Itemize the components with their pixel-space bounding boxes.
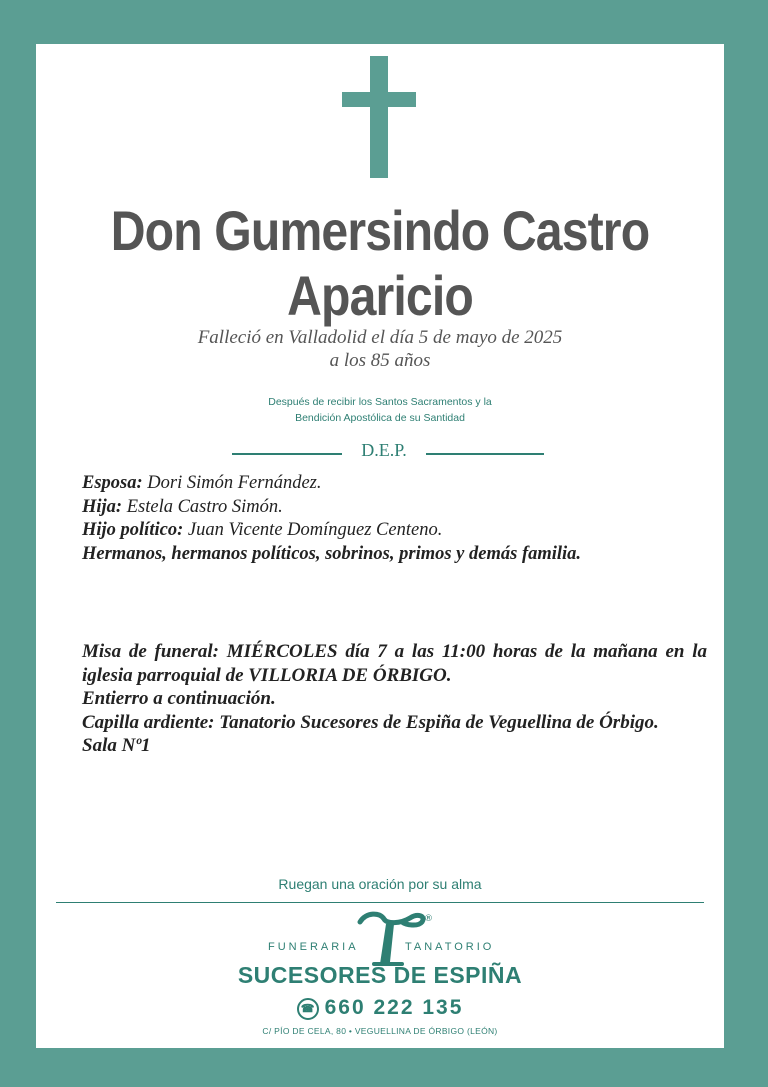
funeral-burial: Entierro a continuación.: [82, 688, 276, 709]
company-name: SUCESORES DE ESPIÑA: [237, 962, 523, 988]
family-son-in-law: [82, 519, 712, 543]
dep-heading: D.E.P.: [361, 440, 407, 460]
prayer-request: Ruegan una oración por su alma: [278, 876, 482, 892]
funeral-mass: Misa de funeral: MIÉRCOLES día 7 a las 11:00 horas de la mañana en la iglesia parroquial de VILLORIA DE ÓRBIGO.: [82, 641, 707, 686]
funeral-logo: [356, 910, 432, 968]
sacraments-line-2: Bendición Apostólica de su Santidad: [295, 412, 465, 424]
wife-label: Esposa:: [82, 473, 143, 493]
daughter-name: Estela Castro Simón.: [122, 496, 283, 517]
son-in-law-label: Hijo político:: [82, 520, 184, 540]
dep-divider-left: [232, 453, 342, 455]
family-wife: [82, 472, 712, 496]
cross-vertical-bar: [370, 56, 388, 178]
wife-name: Dori Simón Fernández.: [142, 473, 322, 493]
company-address: C/ PÍO DE CELA, 80 • VEGUELLINA DE ÓRBIGO (LEÓN): [262, 1026, 498, 1036]
death-notice: [40, 326, 720, 372]
phone-icon: ☎: [297, 998, 319, 1020]
cross-horizontal-bar: [342, 92, 416, 107]
sacraments-line-1: Después de recibir los Santos Sacramentos y la: [268, 396, 492, 408]
deceased-name: Don Gumersindo Castro Aparicio: [110, 199, 650, 327]
family-list: [82, 472, 712, 566]
daughter-label: Hija:: [82, 496, 123, 517]
dep-divider-right: [426, 453, 544, 455]
company-phone: [40, 996, 720, 1020]
registered-mark: ®: [424, 914, 433, 924]
funeral-room: Sala Nº1: [82, 735, 151, 756]
family-daughter: [82, 496, 712, 520]
son-in-law-name: Juan Vicente Domínguez Centeno.: [183, 520, 443, 540]
sacraments-note: [40, 394, 720, 426]
death-age-line: a los 85 años: [329, 350, 431, 371]
phone-number: 660 222 135: [324, 996, 464, 1019]
funeral-chapel: Capilla ardiente: Tanatorio Sucesores de Espiña de Veguellina de Órbigo.: [82, 711, 659, 733]
tanatorio-label: TANATORIO: [405, 941, 495, 953]
death-date-line: Falleció en Valladolid el día 5 de mayo de 2025: [197, 327, 563, 348]
footer-divider: [56, 902, 704, 903]
funeral-details: [82, 640, 707, 758]
funeraria-label: FUNERARIA: [268, 941, 359, 953]
family-others: Hermanos, hermanos políticos, sobrinos, primos y demás familia.: [82, 543, 582, 564]
